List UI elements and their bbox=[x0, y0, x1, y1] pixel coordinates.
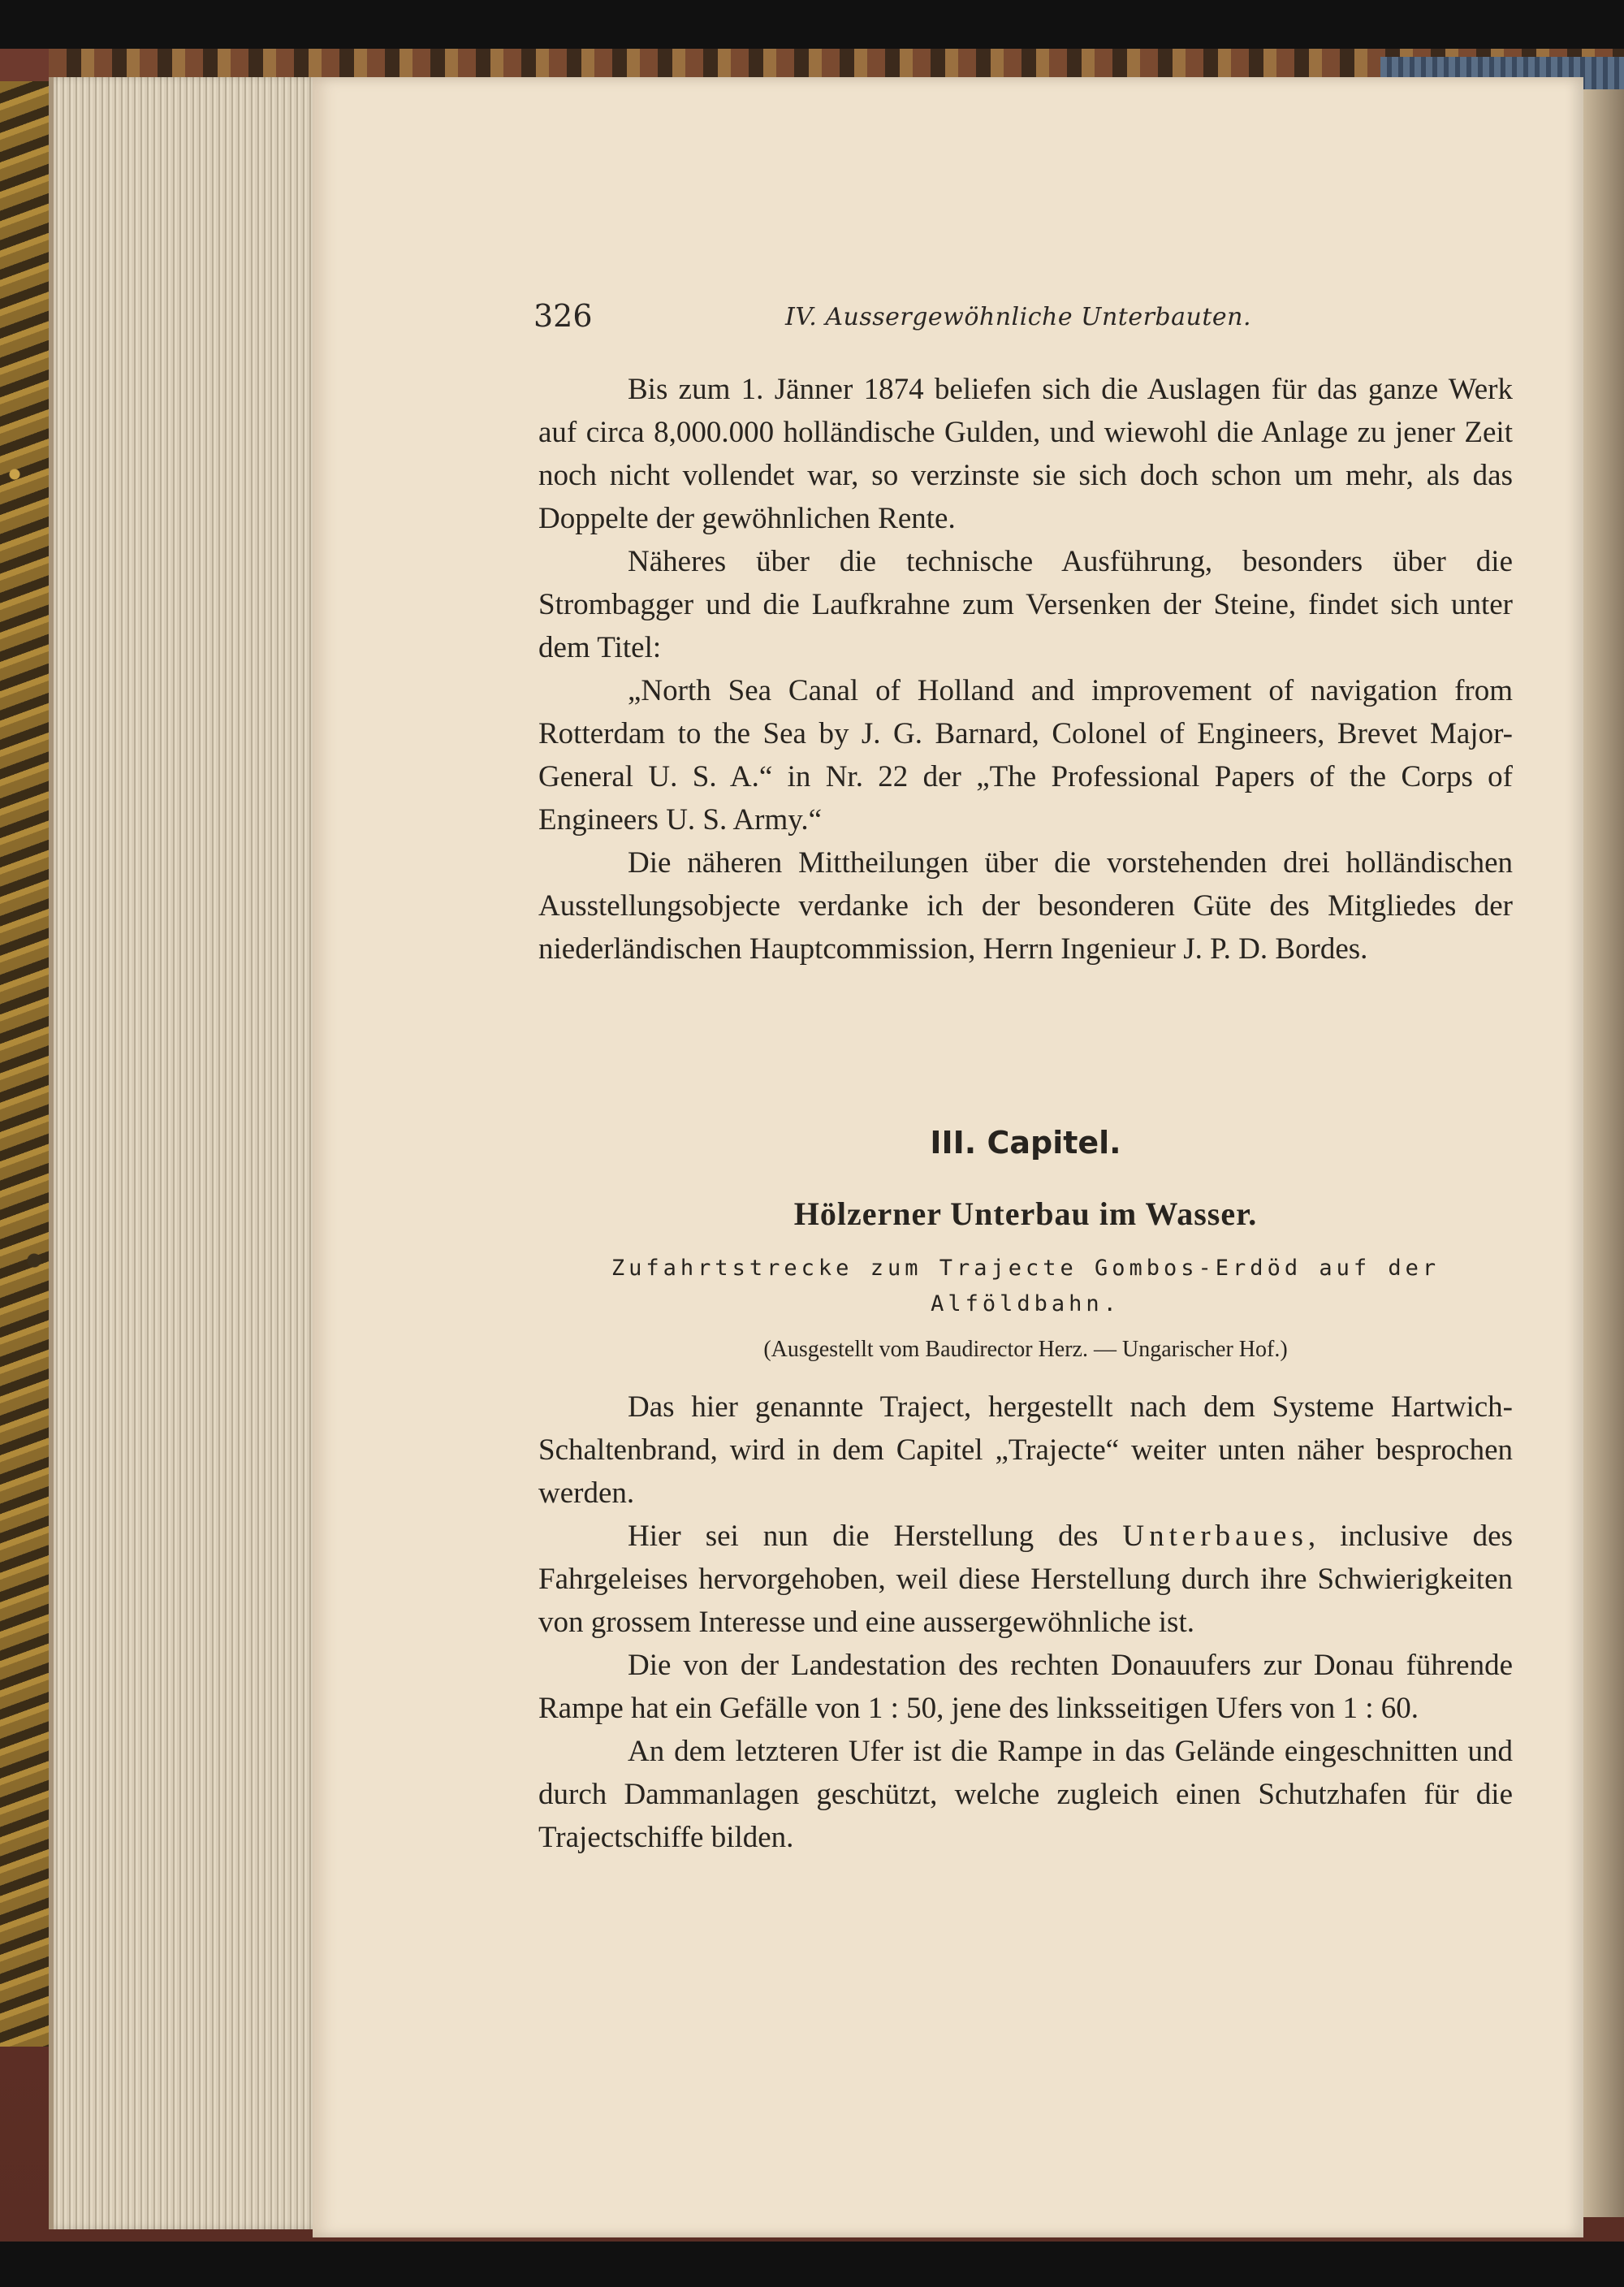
running-head-title: IV. Aussergewöhnliche Unterbauten. bbox=[785, 303, 1251, 331]
paragraph: Die näheren Mittheilungen über die vorstehenden drei holländischen Ausstellungsobjecte verdanke ich der besonderen Güte des Mitgliedes der niederländischen Hauptcommission, Herrn Ingenieur J. P. D. Bordes. bbox=[538, 846, 1513, 966]
marbled-board bbox=[0, 81, 52, 2047]
section-title: Hölzerner Unterbau im Wasser. bbox=[793, 1195, 1258, 1232]
chapter-title: III. Capitel. bbox=[930, 1125, 1121, 1161]
page-stack bbox=[49, 77, 322, 2229]
paragraph: An dem letzteren Ufer ist die Rampe in das Gelände eingeschnitten und durch Dammanlagen geschützt, welche zugleich einen Schutzhafen für die Trajectschiffe bilden. bbox=[538, 1735, 1513, 1854]
subtitle-line: Alföldbahn. bbox=[931, 1291, 1121, 1316]
text-run: Hier sei nun die Herstellung des bbox=[628, 1520, 1123, 1553]
paragraph bbox=[538, 1515, 1513, 1644]
book-page bbox=[313, 77, 1583, 2237]
running-head bbox=[533, 298, 1573, 339]
text-run: , inclusive des Fahrgeleises hervorgehoben, weil diese Herstellung durch ihre Schwierigkeiten von grossem Interesse und eine aussergewöhnliche ist. bbox=[538, 1520, 1514, 1639]
section-subtitle bbox=[538, 1251, 1513, 1322]
chapter-section bbox=[538, 1125, 1513, 1859]
paragraph: Bis zum 1. Jänner 1874 beliefen sich die Auslagen für das ganze Werk auf circa 8,000.000 holländische Gulden, und wiewohl die Anlage zu jener Zeit noch nicht vollendet war, so verzinste sie sich doch schon um mehr, als das Doppelte der gewöhnlichen Rente. bbox=[538, 373, 1513, 535]
paragraph: Die von der Landestation des rechten Donauufers zur Donau führende Rampe hat ein Gefälle von 1 : 50, jene des linksseitigen Ufers von 1 : 60. bbox=[538, 1649, 1513, 1725]
spaced-text: Unterbaues bbox=[1122, 1520, 1308, 1553]
gutter-shadow bbox=[1583, 89, 1624, 2217]
paragraph: „North Sea Canal of Holland and improvement of navigation from Rotterdam to the Sea by J. G. Barnard, Colonel of Engineers, Brevet Major-General U. S. A.“ in Nr. 22 der „The Professional Papers of the Corps of Engineers U. S. Army.“ bbox=[538, 674, 1513, 837]
exhibited-note: (Ausgestellt vom Baudirector Herz. — Ungarischer Hof.) bbox=[763, 1337, 1288, 1362]
page-number: 326 bbox=[533, 298, 593, 334]
paragraph: Näheres über die technische Ausführung, besonders über die Strombagger und die Laufkrahne zum Versenken der Steine, findet sich unter dem Titel: bbox=[538, 545, 1513, 664]
body-text bbox=[538, 368, 1513, 971]
paragraph: Das hier genannte Traject, hergestellt nach dem Systeme Hartwich-Schaltenbrand, wird in dem Capitel „Trajecte“ weiter unten näher besprochen werden. bbox=[538, 1390, 1513, 1510]
subtitle-line: Zufahrtstrecke zum Trajecte Gombos-Erdöd auf der bbox=[611, 1256, 1440, 1281]
